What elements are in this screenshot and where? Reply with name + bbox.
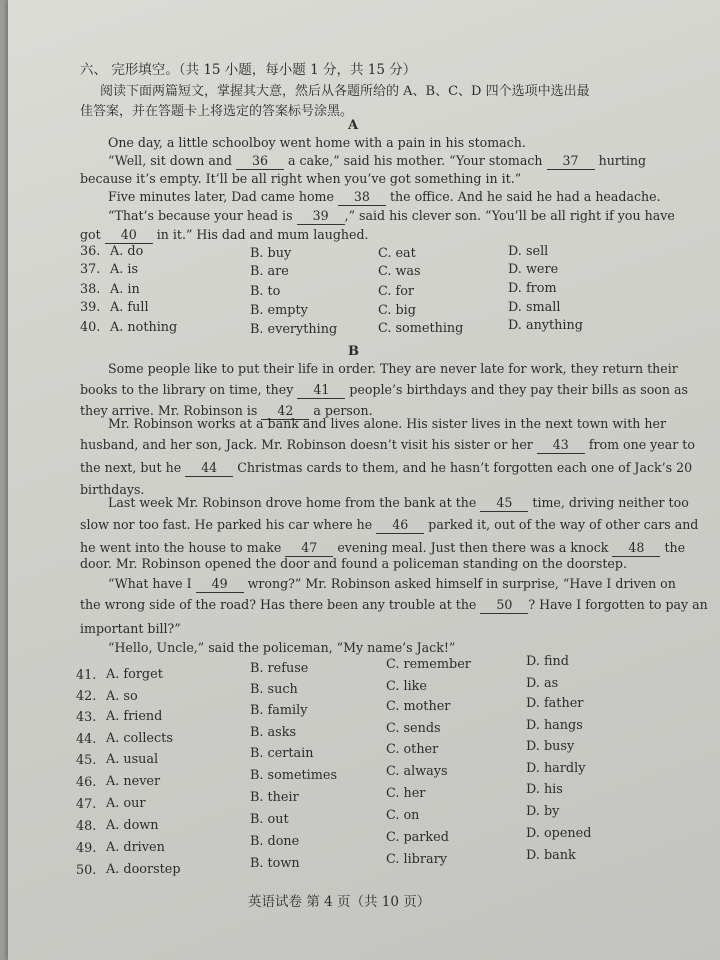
option-b: B. buy bbox=[250, 246, 292, 261]
option-a: A. driven bbox=[106, 840, 165, 855]
question-number: 43. bbox=[76, 710, 97, 725]
blank-50: 50 bbox=[480, 596, 528, 614]
option-b: B. refuse bbox=[250, 661, 309, 676]
option-a: A. so bbox=[106, 689, 138, 704]
blank-47: 47 bbox=[285, 539, 333, 557]
instruction-line-2: 佳答案，并在答题卡上将选定的答案标号涂黑。 bbox=[80, 104, 354, 119]
passage-a-label: A bbox=[348, 118, 359, 133]
option-b: B. asks bbox=[250, 725, 297, 740]
option-b: B. town bbox=[250, 856, 300, 871]
passage-b-line: slow nor too fast. He parked his car where he 46 parked it, out of the way of other cars and bbox=[80, 517, 699, 532]
option-d: D. opened bbox=[526, 826, 592, 841]
blank-41: 41 bbox=[297, 381, 345, 399]
question-number: 44. bbox=[76, 732, 97, 747]
option-a: A. usual bbox=[106, 752, 159, 767]
option-b: B. to bbox=[250, 284, 281, 299]
blank-45: 45 bbox=[480, 494, 528, 512]
blank-36: 36 bbox=[236, 152, 284, 170]
passage-b-line: husband, and her son, Jack. Mr. Robinson doesn’t visit his sister or her 43 from one year to bbox=[80, 437, 695, 452]
question-number: 38. bbox=[80, 282, 101, 297]
blank-44: 44 bbox=[185, 459, 233, 477]
question-number: 48. bbox=[76, 819, 97, 834]
option-c: C. for bbox=[378, 284, 415, 299]
blank-37: 37 bbox=[547, 152, 595, 170]
passage-b-line: he went into the house to make 47 evening meal. Just then there was a knock 48 the bbox=[80, 540, 686, 555]
question-number: 47. bbox=[76, 797, 97, 812]
section-title: 六、 完形填空。（共 15 小题，每小题 1 分，共 15 分） bbox=[80, 62, 417, 78]
passage-a-line: “Well, sit down and 36 a cake,” said his mother. “Your stomach 37 hurting bbox=[108, 153, 647, 168]
passage-b-line: books to the library on time, they 41 people’s birthdays and they pay their bills as soon as bbox=[80, 382, 688, 397]
option-d: D. busy bbox=[526, 739, 575, 754]
option-c: C. big bbox=[378, 303, 416, 318]
option-a: A. nothing bbox=[110, 320, 178, 335]
option-a: A. forget bbox=[106, 667, 163, 682]
passage-b-label: B bbox=[348, 344, 359, 359]
question-number: 46. bbox=[76, 775, 97, 790]
blank-42: 42 bbox=[261, 402, 309, 420]
passage-a-line: “That’s because your head is 39 ,” said his clever son. “You’ll be all right if you have bbox=[108, 208, 675, 223]
option-c: C. on bbox=[386, 808, 420, 823]
option-a: A. collects bbox=[106, 731, 173, 746]
option-c: C. like bbox=[386, 679, 427, 694]
question-number: 37. bbox=[80, 262, 101, 277]
passage-b-line: Mr. Robinson works at a bank and lives alone. His sister lives in the next town with her bbox=[108, 416, 666, 431]
option-c: C. eat bbox=[378, 246, 416, 261]
option-c: C. something bbox=[378, 321, 464, 336]
option-a: A. down bbox=[106, 818, 159, 833]
option-b: B. certain bbox=[250, 746, 314, 761]
option-b: B. everything bbox=[250, 322, 338, 337]
option-d: D. his bbox=[526, 782, 563, 797]
option-c: C. library bbox=[386, 852, 447, 867]
passage-b-line: “Hello, Uncle,” said the policeman, “My name’s Jack!” bbox=[108, 640, 456, 655]
passage-b-line: Last week Mr. Robinson drove home from the bank at the 45 time, driving neither too bbox=[108, 495, 689, 510]
option-b: B. out bbox=[250, 812, 289, 827]
exam-page bbox=[8, 0, 720, 960]
blank-49: 49 bbox=[196, 575, 244, 593]
option-d: D. small bbox=[508, 300, 561, 315]
blank-43: 43 bbox=[537, 436, 585, 454]
passage-b-line: door. Mr. Robinson opened the door and found a policeman standing on the doorstep. bbox=[80, 556, 627, 571]
passage-b-line: “What have I 49 wrong?” Mr. Robinson asked himself in surprise, “Have I driven on bbox=[108, 576, 676, 591]
option-d: D. from bbox=[508, 281, 557, 296]
option-d: D. as bbox=[526, 676, 559, 691]
passage-a-line: One day, a little schoolboy went home with a pain in his stomach. bbox=[108, 135, 526, 150]
option-c: C. other bbox=[386, 742, 439, 757]
option-a: A. do bbox=[110, 244, 144, 259]
option-a: A. friend bbox=[106, 709, 163, 724]
option-d: D. by bbox=[526, 804, 560, 819]
option-b: B. sometimes bbox=[250, 768, 338, 783]
option-a: A. in bbox=[110, 282, 140, 297]
option-a: A. our bbox=[106, 796, 146, 811]
option-d: D. find bbox=[526, 654, 569, 669]
instruction-line-1: 阅读下面两篇短文，掌握其大意，然后从各题所给的 A、B、C、D 四个选项中选出最 bbox=[100, 84, 590, 99]
option-c: C. parked bbox=[386, 830, 449, 845]
option-b: B. their bbox=[250, 790, 299, 805]
blank-40: 40 bbox=[105, 226, 153, 244]
question-number: 36. bbox=[80, 244, 101, 259]
option-a: A. full bbox=[110, 300, 149, 315]
passage-b-line: birthdays. bbox=[80, 482, 145, 497]
passage-b-line: the wrong side of the road? Has there been any trouble at the 50 ? Have I forgotten to pay an bbox=[80, 597, 708, 612]
question-number: 39. bbox=[80, 300, 101, 315]
passage-b-line: the next, but he 44 Christmas cards to them, and he hasn’t forgotten each one of Jack’s 20 bbox=[80, 460, 693, 475]
blank-48: 48 bbox=[612, 539, 660, 557]
question-number: 41. bbox=[76, 668, 97, 683]
option-d: D. anything bbox=[508, 318, 583, 333]
question-number: 49. bbox=[76, 841, 97, 856]
option-d: D. hardly bbox=[526, 761, 586, 776]
option-d: D. sell bbox=[508, 244, 549, 259]
option-b: B. are bbox=[250, 264, 289, 279]
question-number: 50. bbox=[76, 863, 97, 878]
option-c: C. always bbox=[386, 764, 448, 779]
option-d: D. hangs bbox=[526, 718, 583, 733]
question-number: 45. bbox=[76, 753, 97, 768]
option-b: B. empty bbox=[250, 303, 308, 318]
passage-b-line: important bill?” bbox=[80, 621, 181, 636]
passage-a-line: Five minutes later, Dad came home 38 the office. And he said he had a headache. bbox=[108, 189, 661, 204]
option-c: C. was bbox=[378, 264, 421, 279]
option-b: B. such bbox=[250, 682, 298, 697]
option-d: D. father bbox=[526, 696, 584, 711]
option-c: C. sends bbox=[386, 721, 441, 736]
option-b: B. family bbox=[250, 703, 308, 718]
option-c: C. mother bbox=[386, 699, 451, 714]
option-a: A. is bbox=[110, 262, 139, 277]
passage-b-line: they arrive. Mr. Robinson is 42 a person. bbox=[80, 403, 373, 418]
blank-39: 39 bbox=[297, 207, 345, 225]
passage-b-line: Some people like to put their life in order. They are never late for work, they return their bbox=[108, 361, 678, 376]
option-d: D. were bbox=[508, 262, 559, 277]
question-number: 40. bbox=[80, 320, 101, 335]
question-number: 42. bbox=[76, 689, 97, 704]
option-a: A. doorstep bbox=[106, 862, 181, 877]
blank-46: 46 bbox=[376, 516, 424, 534]
blank-38: 38 bbox=[338, 188, 386, 206]
option-c: C. remember bbox=[386, 657, 471, 672]
page-footer: 英语试卷 第 4 页（共 10 页） bbox=[248, 894, 431, 910]
option-c: C. her bbox=[386, 786, 426, 801]
passage-a-line: because it’s empty. It’ll be all right when you’ve got something in it.” bbox=[80, 171, 522, 186]
option-b: B. done bbox=[250, 834, 300, 849]
option-a: A. never bbox=[106, 774, 161, 789]
passage-a-line: got 40 in it.” His dad and mum laughed. bbox=[80, 227, 369, 242]
option-d: D. bank bbox=[526, 848, 576, 863]
